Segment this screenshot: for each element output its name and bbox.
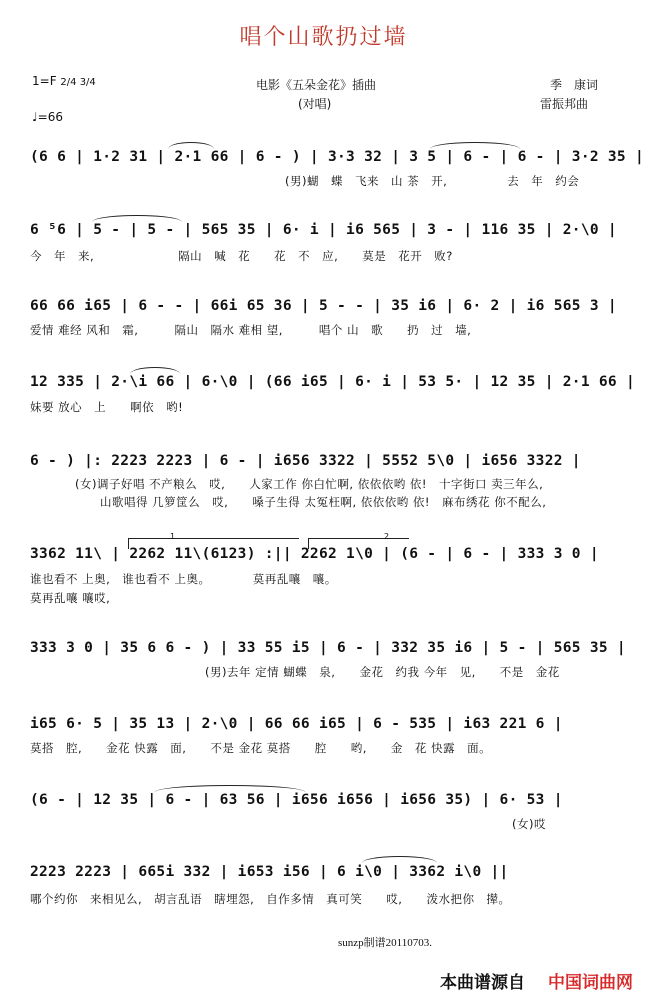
score-notes-line-1: (6 6 | 1·2 31 | 2·1 66 | 6 - ) | 3·3 32 | 3 5 | 6 - | 6 - | 3·2 35 | [30,149,645,165]
song-title: 唱个山歌扔过墙 [239,25,408,50]
lyrics-line-4: 妹要 放心 上 啊依 哟! [30,400,184,414]
score-notes-line-7: 333 3 0 | 35 6 6 - ) | 33 55 i5 | 6 - | 332 35 i6 | 5 - | 565 35 | [30,640,626,656]
slur-mark [430,142,520,149]
lyrics-line-5b: 山歌唱得 几箩筐么 哎, 嗓子生得 太冤枉啊, 依依依哟 依! 麻布绣花 你不配么, [100,495,547,509]
form-label: (对唱) [298,97,332,111]
lyrics-line-9: (女)哎 [512,817,546,831]
volta-2-number: 2 [384,532,390,541]
slur-mark [130,367,180,374]
source-film: 电影《五朵金花》插曲 [256,78,377,92]
lyrics-line-3: 爱情 难经 风和 霜, 隔山 隔水 难相 望, 唱个 山 歌 扔 过 墙, [30,323,472,337]
slur-mark [168,142,214,149]
score-notes-line-9: (6 - | 12 35 | 6 - | 63 56 | i656 i656 | i656 35) | 6· 53 | [30,792,563,808]
lyrics-line-5a: (女)调子好唱 不产粮么 哎, 人家工作 你白忙啊, 依依依哟 依! 十字街口 卖三年么, [75,477,544,491]
slur-mark [155,785,305,792]
transcriber-credit: sunzp制谱20110703. [338,937,433,949]
slur-mark [362,856,437,863]
score-notes-line-4: 12 335 | 2·\i 66 | 6·\0 | (66 i65 | 6· i | 53 5· | 12 35 | 2·1 66 | [30,374,635,390]
lyrics-line-8: 莫搭 腔, 金花 快露 面, 不是 金花 莫搭 腔 哟, 金 花 快露 面。 [30,741,492,755]
lyrics-line-6a: 谁也看不 上奥, 谁也看不 上奥。 莫再乱嚷 嚷。 [30,572,337,586]
key-signature [32,74,96,88]
score-notes-line-2: 6 ⁵6 | 5 - | 5 - | 565 35 | 6· i | i6 565 | 3 - | 116 35 | 2·\0 | [30,222,617,238]
lyrics-line-1: (男)蝴 蝶 飞来 山 茶 开, 去 年 约会 [285,174,580,188]
key-label: 1=F [32,74,57,88]
lyrics-line-6b: 莫再乱嚷 嚷哎, [30,591,111,605]
score-notes-line-5: 6 - ) |: 2223 2223 | 6 - | i656 3322 | 5552 5\0 | i656 3322 | [30,453,581,469]
slur-mark [92,215,182,222]
volta-1-number: 1 [170,532,176,541]
lyrics-line-7: (男)去年 定情 蝴蝶 泉, 金花 约我 今年 见, 不是 金花 [205,665,560,679]
score-notes-line-3: 66 66 i65 | 6 - - | 66i 65 36 | 5 - - | 35 i6 | 6· 2 | i6 565 3 | [30,298,617,314]
lyricist: 季 康词 [550,78,599,92]
composer: 雷振邦曲 [540,97,589,111]
lyrics-line-2: 今 年 来, 隔山 喊 花 花 不 应, 莫是 花开 败? [30,249,453,263]
tempo-marking: ♩=66 [32,110,63,124]
lyrics-line-10: 哪个约你 来相见么, 胡言乱语 瞎埋怨, 自作多情 真可笑 哎, 泼水把你 撵。 [30,892,511,906]
score-notes-line-8: i65 6· 5 | 35 13 | 2·\0 | 66 66 i65 | 6 - 535 | i63 221 6 | [30,716,563,732]
score-notes-line-10: 2223 2223 | 665i 332 | i653 i56 | 6 i\0 | 3362 i\0 || [30,864,509,880]
score-notes-line-6: 3362 11\ | 2262 11\(6123) :|| 2262 1\0 | (6 - | 6 - | 333 3 0 | [30,546,599,562]
footer-site-link[interactable]: 中国词曲网 [548,973,633,993]
time-signature: 2/4 3/4 [60,77,96,88]
footer-source-label: 本曲谱源自 [440,973,525,993]
